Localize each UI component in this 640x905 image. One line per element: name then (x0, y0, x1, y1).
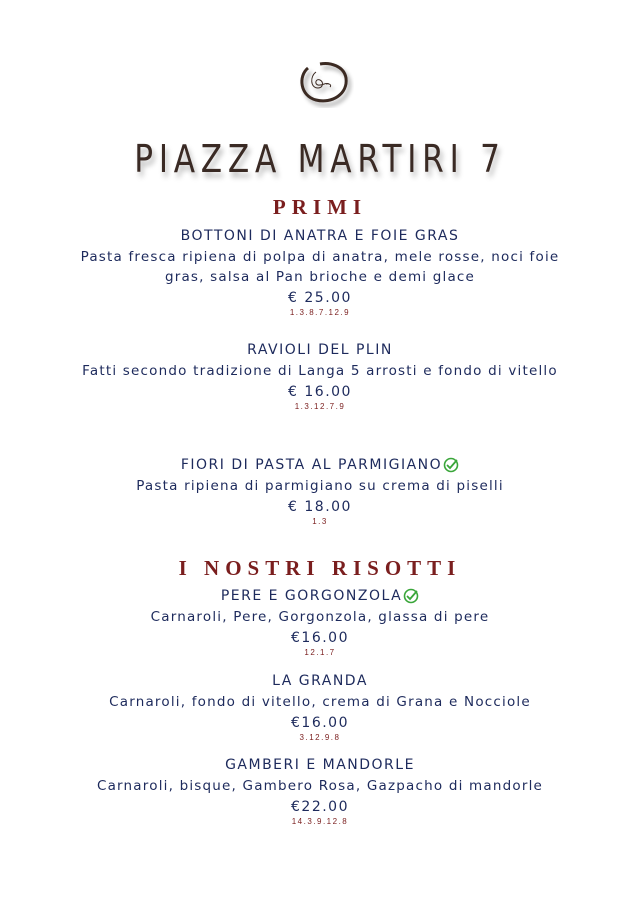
dish-description: Carnaroli, bisque, Gambero Rosa, Gazpacho di mandorle (96, 778, 544, 794)
dish-allergens: 12.1.7 (304, 648, 336, 657)
restaurant-logo (296, 58, 354, 108)
dish-name-row (181, 455, 459, 475)
dish-price: € 18.00 (288, 499, 352, 515)
dish-name: FIORI DI PASTA AL PARMIGIANO (180, 457, 443, 473)
dish-price: €16.00 (291, 715, 349, 731)
menu-item (0, 226, 640, 318)
dish-price: € 16.00 (288, 384, 352, 400)
dish-description: Fatti secondo tradizione di Langa 5 arrosti e fondo di vitello (82, 363, 558, 379)
dish-name: GAMBERI E MANDORLE (225, 757, 415, 773)
vegetarian-leaf-icon (443, 457, 459, 473)
menu-item (0, 455, 640, 527)
dish-price: €22.00 (291, 799, 349, 815)
section-title-primi: PRIMI (272, 195, 368, 219)
dish-allergens: 14.3.9.12.8 (291, 817, 349, 826)
dish-description: Pasta fresca ripiena di polpa di anatra, mele rosse, noci foie gras, salsa al Pan brioche e demi glace (80, 249, 560, 285)
dish-allergens: 1.3.12.7.9 (294, 402, 346, 411)
dish-name-row (221, 586, 419, 606)
restaurant-name: PIAZZA MARTIRI 7 (134, 137, 506, 181)
dish-allergens: 1.3.8.7.12.9 (289, 308, 351, 317)
dish-allergens: 3.12.9.8 (299, 733, 341, 742)
dish-description: Pasta ripiena di parmigiano su crema di piselli (136, 478, 504, 494)
dish-price: € 25.00 (288, 290, 352, 306)
menu-item (0, 755, 640, 827)
menu-item (0, 671, 640, 743)
menu-item (0, 586, 640, 658)
dish-description: Carnaroli, Pere, Gorgonzola, glassa di pere (150, 609, 490, 625)
menu-item (0, 340, 640, 412)
section-title-risotti: I NOSTRI RISOTTI (178, 556, 462, 580)
dish-allergens: 1.3 (312, 517, 328, 526)
dish-name: BOTTONI DI ANATRA E FOIE GRAS (180, 228, 460, 244)
dish-name: RAVIOLI DEL PLIN (247, 342, 393, 358)
dish-name: LA GRANDA (272, 673, 368, 689)
dish-description: Carnaroli, fondo di vitello, crema di Grana e Nocciole (109, 694, 531, 710)
dish-price: €16.00 (291, 630, 349, 646)
vegetarian-leaf-icon (403, 588, 419, 604)
dish-name: PERE E GORGONZOLA (220, 588, 403, 604)
